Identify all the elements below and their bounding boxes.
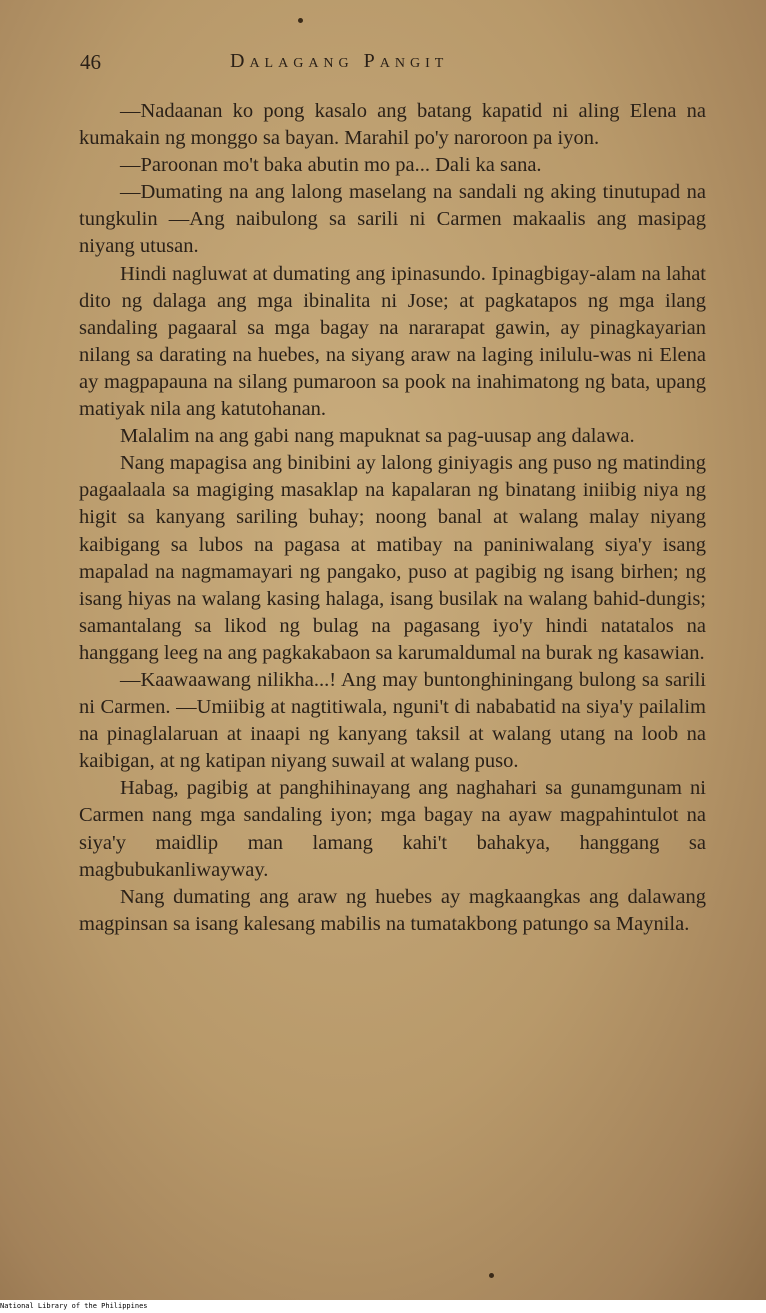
paragraph: —Nadaanan ko pong kasalo ang batang kapatid ni aling Elena na kumakain ng monggo sa bayan. Marahil po'y naroroon pa iyon. [79,100,706,150]
paragraph: Nang mapagisa ang binibini ay lalong giniyagis ang puso ng matinding pagaalaala sa magiging masaklap na kapalaran ng binatang iniibig niya ng higit sa kanyang sariling buhay; noong banal at walang malay niyang kaibigang sa lubos na pagasa at matibay na paniniwalang siya'y isang mapalad na nagmamayari ng pangako, puso at pagibig ng isang birhen; ng isang hiyas na walang kasing halaga, isang busilak na walang bahid-dungis; samantalang sa likod ng bulag na pagasang iyo'y hindi natatalos na hanggang leeg na ang pagkakabaon sa karumaldumal na burak ng kasawian. [79,452,706,664]
paragraph: —Kaawaawang nilikha...! Ang may buntonghiningang bulong sa sarili ni Carmen. —Umiibig at nagtitiwala, nguni't di nababatid na siya'y pailalim na pinaglalaruan at inaapi ng kanyang taksil at walang utang na loob na kaibigan, at ng katipan niyang suwail at walang puso. [79,668,706,773]
paragraph: Habag, pagibig at panghihinayang ang naghahari sa gunamgunam ni Carmen nang mga sandaling iyon; mga bagay na ayaw magpahintulot na siya'y maidlip man lamang kahi't bahakya, hanggang sa magbubukanliwayway. [79,777,706,881]
paragraph: Malalim na ang gabi nang mapuknat sa pag-uusap ang dalawa. [120,425,635,448]
ink-speck-icon [489,1273,494,1278]
page-header [80,50,720,74]
paragraph: Hindi nagluwat at dumating ang ipinasundo. Ipinagbigay-alam na lahat dito ng dalaga ang mga ibinalita ni Jose; at pagkatapos ng mga ilang sandaling pagaaral sa mga bagay na nararapat gawin, ay pinagkayarian nilang sa darating na huebes, na siyang araw na laging inilulu-was ni Elena ay magpapauna na silang pumaroon sa pook na inahimatong ng bata, upang matiyak nila ang katutohanan. [79,262,706,421]
library-credit: National Library of the Philippines [0,1302,148,1310]
paragraph: —Dumating na ang lalong maselang na sandali ng aking tinutupad na tungkulin —Ang naibulong sa sarili ni Carmen makaalis ang masipag niyang utusan. [79,181,706,258]
paragraph: —Paroonan mo't baka abutin mo pa... Dali ka sana. [120,154,542,177]
page-body [79,98,706,938]
paragraph: Nang dumating ang araw ng huebes ay magkaangkas ang dalawang magpinsan sa isang kalesang mabilis na tumatakbong patungo sa Maynila. [79,885,706,935]
page-number: 46 [80,50,101,74]
ink-speck-icon [298,18,303,23]
running-title: Dalagang Pangit [230,50,449,72]
